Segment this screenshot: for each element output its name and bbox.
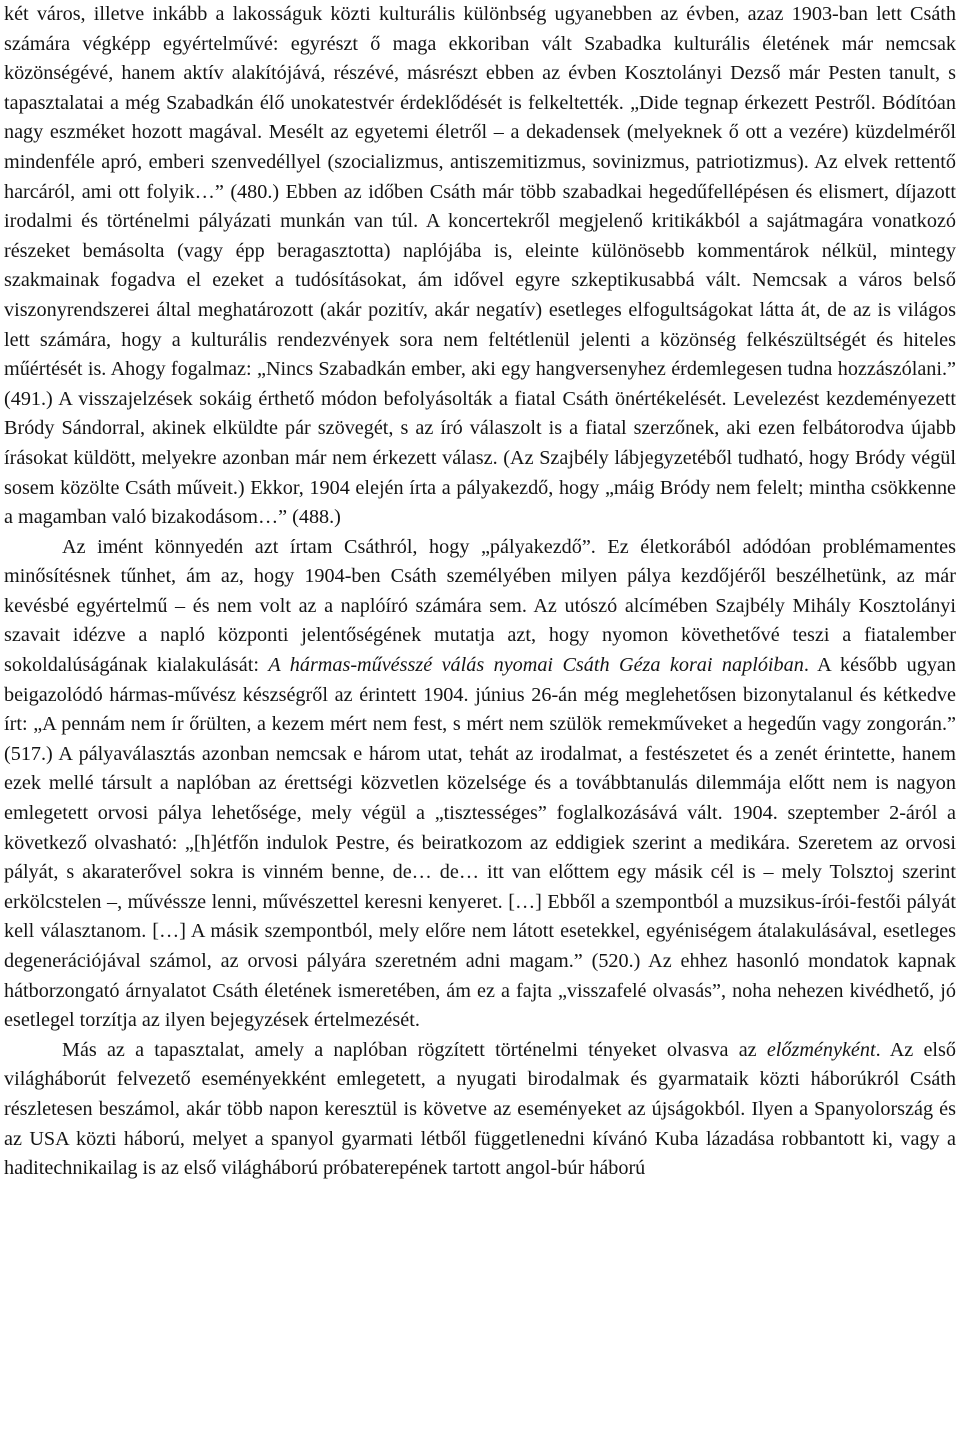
- paragraph-2-text-a: Az imént könnyedén azt írtam Csáthról, hogy „pályakezdő”. Ez életkorából adódóan problémamentes minősítésnek tűnhet, ám az, hogy 1904-ben Csáth személyében milyen pálya kezdőjéről beszélhetünk, az már kevésbé egyértelmű – és nem volt az a naplóíró számára sem. Az utószó alcímében Szajbély Mihály Kosztolányi szavait idézve a napló központi jelentőségének mutatja azt, hogy nyomon követhetővé teszi a fiatalember sokoldalúságának kialakulását:: [4, 535, 956, 677]
- paragraph-2-italic-title: A hármas-művésszé válás nyomai Csáth Géza korai naplóiban: [268, 654, 804, 677]
- paragraph-2-text-b: . A később ugyan beigazolódó hármas-művész készségről az érintett 1904. június 26-án még meglehetősen bizonytalanul és kétkedve írt: „A pennám nem ír őrülten, a kezem mért nem fest, s mért nem szülök remekműveket a hegedűn vagy zongorán.” (517.) A pályaválasztás azonban nemcsak e három utat, tehát az irodalmat, a festészetet és a zenét érintette, hanem ezek mellé társult a naplóban az érettségi közvetlen közelsége és a továbbtanulás dilemmája előtt nem is nagyon emlegetett orvosi pálya lehetősége, mely végül a „tisztességes” foglalkozásává vált. 1904. szeptember 2-áról a következő olvasható: „[h]étfőn indulok Pestre, és beiratkozom az eddigiek szerint a medikára. Szeretem az orvosi pályát, s akaraterővel sokra is vinném benne, de… de… itt van előttem egy másik cél is – mely Tolsztoj szerint erkölcstelen –, művéssze lenni, művészettel keresni kenyeret. […] Ebből a szempontból a muzsikus-írói-festői pályát kell választanom. […] A másik szempontból, mely előre nem látott esetekkel, egyéniségem átalakulásával, esetleges degenerációjával számol, az orvosi pályára szeretném adni magam.” (520.) Az ehhez hasonló mondatok kapnak hátborzongató árnyalatot Csáth életének ismeretében, ám ez a fajta „visszafelé olvasás”, noha nehezen kivédhető, jó esetlegel torzítja az ilyen bejegyzések értelmezését.: [4, 654, 956, 1032]
- paragraph-3-text-b: . Az első világháborút felvezető eseményekként emlegetett, a nyugati birodalmak és gyarmataik közti háborúkról Csáth részletesen beszámol, akár több napon keresztül is követve az eseményeket az újságokból. Ilyen a Spanyolország és az USA közti háború, melyet a spanyol gyarmati létből függetlenedni kívánó Kuba lázadása robbantott ki, vagy a haditechnikailag is az első világháború próbaterepének tartott angol-búr háború: [4, 1038, 956, 1180]
- paragraph-2: [4, 533, 956, 1036]
- paragraph-3: [4, 1036, 956, 1184]
- paragraph-3-text-a: Más az a tapasztalat, amely a naplóban rögzített történelmi tényeket olvasva az: [62, 1038, 767, 1061]
- paragraph-1-text: két város, illetve inkább a lakosságuk közti kulturális különbség ugyanebben az évben, azaz 1903-ban lett Csáth számára végképp egyértelművé: egyrészt ő maga ekkoriban vált Szabadka kulturális életének már nemcsak közönségévé, hanem aktív alakítójává, részévé, másrészt ebben az évben Kosztolányi Dezső már Pesten tanult, s tapasztalatai a még Szabadkán élő unokatestvér érdeklődését is felkeltették. „Dide tegnap érkezett Pestről. Bódítóan nagy eszméket hozott magával. Mesélt az egyetemi életről – a dekadensek (melyeknek ő ott a vezére) küzdelméről mindenféle apró, emberi szenvedéllyel (szocializmus, antiszemitizmus, sovinizmus, patriotizmus). Az elvek rettentő harcáról, ami ott folyik…” (480.) Ebben az időben Csáth már több szabadkai hegedűfellépésen és elismert, díjazott irodalmi és történelmi pályázati munkán van túl. A koncertekről megjelenő kritikákból a sajátmagára vonatkozó részeket bemásolta (vagy épp beragasztotta) naplójába is, eleinte különösebb kommentárok nélkül, mintegy szakmainak fogadva el ezeket a tudósításokat, ám idővel egyre szkeptikusabbá vált. Nemcsak a város belső viszonyrendszerei által meghatározott (akár pozitív, akár negatív) esetleges elfogultságokat látta át, de az is világos lett számára, hogy a kulturális rendezvények sora nem feltétlenül jelenti a közönség felkészültségét és hiteles műértését is. Ahogy fogalmaz: „Nincs Szabadkán ember, aki egy hangversenyhez érdemlegesen tudna hozzászólani.” (491.) A visszajelzések sokáig érthető módon befolyásolták a fiatal Csáth önértékelését. Levelezést kezdeményezett Bródy Sándorral, akinek elküldte pár szövegét, s az író válaszolt is a fiatal szerzőnek, aki ezen felbátorodva újabb írásokat küldött, melyekre azonban már nem érkezett válasz. (Az Szajbély lábjegyzetéből tudható, hogy Bródy végül sosem közölte Csáth műveit.) Ekkor, 1904 elején írta a pályakezdő, hogy „máig Bródy nem felelt; mintha csökkenne a magamban való bizakodásom…” (488.): [4, 3, 956, 529]
- paragraph-1: [4, 0, 956, 533]
- paragraph-3-italic-word: előzményként: [766, 1038, 876, 1061]
